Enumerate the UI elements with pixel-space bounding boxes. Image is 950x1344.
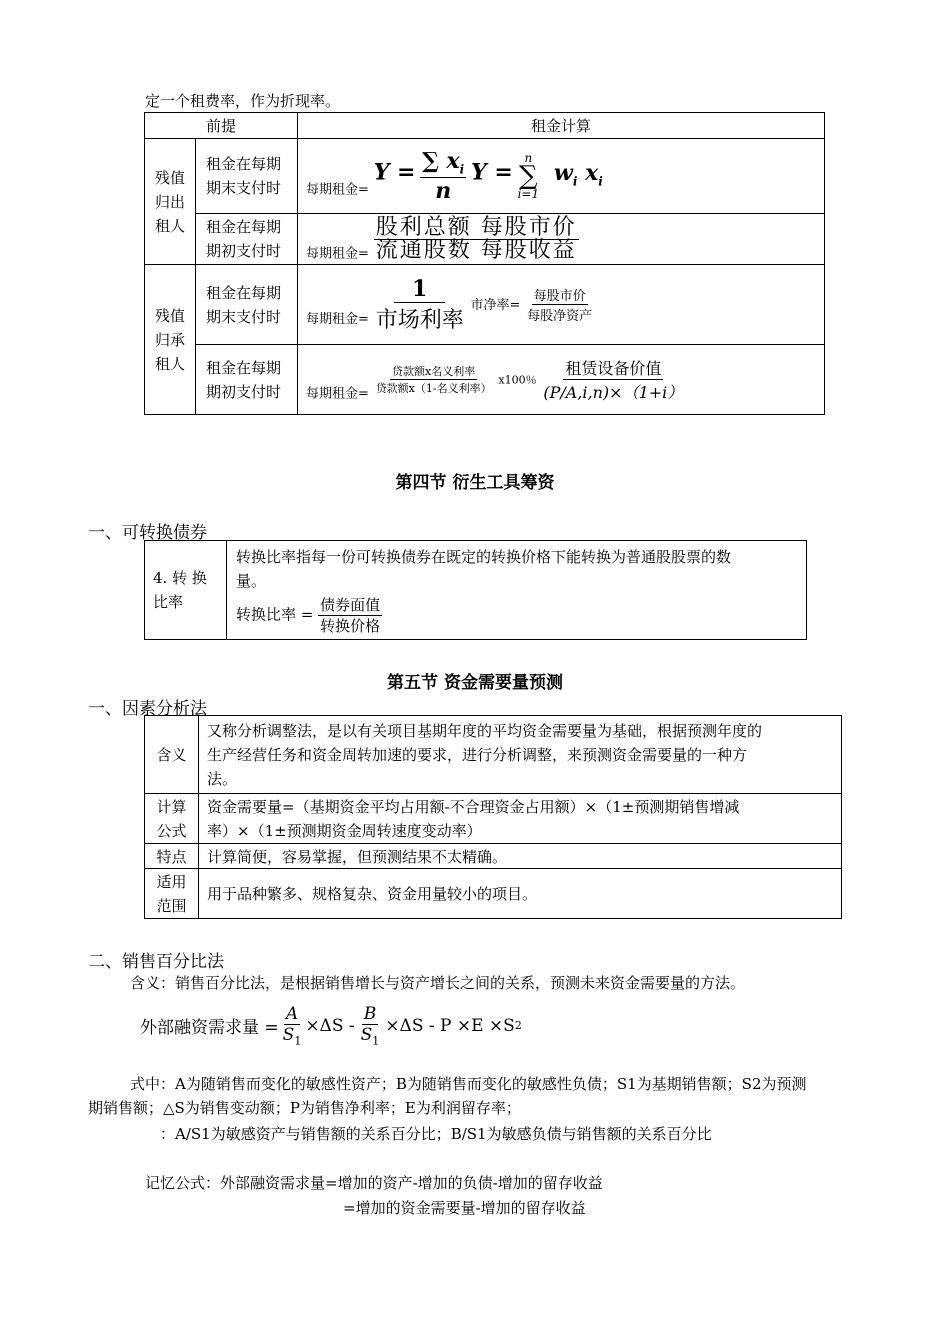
factor-analysis-table (144, 715, 842, 919)
dividend-fraction: $\frac{\text{股利总额 每股市价}}{\text{流通股数 每股收益}}$ (375, 214, 577, 263)
formula-cell-1: 每期租金= Y = $\frac{\sum x_i}{n}$ Y = n ∑ i=1 $w_i$ $x_i$ (298, 139, 825, 214)
sum-over-n-fraction: $\frac{\sum x_i}{n}$ (422, 148, 465, 204)
summation-symbol: n ∑ i=1 (517, 150, 540, 201)
row-value-meaning: 又称分析调整法，是以有关项目基期年度的平均资金需要量为基础，根据预测年度的 生产经营任务和资金周转加速的要求，进行分析调整，来预测资金需要量的一种方 法。 (199, 716, 842, 794)
formula-cell-2: 每期租金= $\frac{\text{股利总额 每股市价}}{\text{流通股数 每股收益}}$ (298, 214, 825, 265)
memo-line-1: 记忆公式：外部融资需求量=增加的资产-增加的负债-增加的留存收益 (145, 1174, 603, 1192)
memo-line-2: =增加的资金需要量-增加的留存收益 (343, 1199, 586, 1217)
col-header-premise: 前提 (145, 113, 298, 139)
formula-cell-3: 每期租金= $\frac{1}{\text{市场利率}}$ 市净率= $\frac{\text{每股市价}}{\text{每股净资产}}$ (298, 265, 825, 345)
group-residual-lessee: 残值 归承 租人 (145, 265, 196, 415)
sales-pct-meaning: 含义：销售百分比法，是根据销售增长与资产增长之间的关系，预测未来资金需要量的方法。 (130, 974, 746, 992)
section4-sub1: 一、可转换债券 (88, 523, 207, 543)
row-value-scope: 用于品种繁多、规格复杂、资金用量较小的项目。 (199, 869, 842, 919)
pb-ratio-fraction: $\frac{\text{每股市价}}{\text{每股净资产}}$ (525, 285, 594, 324)
explain-line-1: 式中：A为随销售而变化的敏感性资产；B为随销售而变化的敏感性负债；S1为基期销售额；S2为预测 (130, 1075, 807, 1093)
section5-sub2: 二、销售百分比法 (88, 952, 224, 972)
conversion-ratio-table (144, 540, 807, 640)
cond-start-of-period: 租金在每期 期初支付时 (196, 214, 298, 265)
section5-sub1: 一、因素分析法 (88, 699, 207, 719)
loan-rate-fraction: $\frac{\text{贷款额x名义利率}}{\text{贷款额x（1-名义利率）}}$ (375, 365, 492, 395)
explain-line-2: 期销售额；△S为销售变动额；P为销售净利率；E为利润留存率； (88, 1099, 521, 1117)
col-header-rent-calc: 租金计算 (298, 113, 825, 139)
formula-cell-4: 每期租金= $\frac{\text{贷款额x名义利率}}{\text{贷款额x（1-名义利率）}}$ x100％ $\frac{\text{租赁设备价值}}{(P/A,i,n)\times(1+i)}$ (298, 345, 825, 415)
market-rate-fraction: $\frac{1}{\text{市场利率}}$ (375, 275, 464, 333)
section5-title: 第五节 资金需要量预测 (387, 673, 563, 693)
group-residual-lessor: 残值 归出 租人 (145, 139, 196, 265)
row-key-meaning: 含义 (145, 716, 199, 794)
conv-content: 转换比率指每一份可转换债券在既定的转换价格下能转换为普通股股票的数 量。 转换比率 = $\frac{\text{债券面值}}{\text{转换价格}}$ (227, 541, 807, 640)
cond-start-of-period-2: 租金在每期 期初支付时 (196, 345, 298, 415)
row-value-formula: 资金需要量=（基期资金平均占用额-不合理资金占用额）×（1±预测期销售增减 率）×（1±预测期资金周转速度变动率） (199, 794, 842, 844)
a-over-s1-fraction: $\frac{A}{S_1}$ (282, 1004, 302, 1048)
b-over-s1-fraction: $\frac{B}{S_1}$ (360, 1004, 380, 1048)
cond-end-of-period: 租金在每期 期末支付时 (196, 139, 298, 214)
equipment-value-fraction: $\frac{\text{租赁设备价值}}{(P/A,i,n)\times(1+i)}$ (541, 356, 685, 403)
row-key-scope: 适用 范围 (145, 869, 199, 919)
conversion-fraction: $\frac{\text{债券面值}}{\text{转换价格}}$ (320, 595, 381, 635)
row-value-feature: 计算简便，容易掌握，但预测结果不太精确。 (199, 844, 842, 869)
cond-end-of-period-2: 租金在每期 期末支付时 (196, 265, 298, 345)
intro-text: 定一个租费率，作为折现率。 (145, 92, 341, 110)
row-key-feature: 特点 (145, 844, 199, 869)
explain-line-3: ：A/S1为敏感资产与销售额的关系百分比；B/S1为敏感负债与销售额的关系百分比 (160, 1125, 712, 1143)
external-financing-formula: 外部融资需求量 = $\frac{A}{S_1}$ ×ΔS - $\frac{B}{S_1}$ ×ΔS - P ×E ×S 2 (140, 1004, 522, 1048)
lease-rent-table (144, 112, 825, 415)
conv-label: 4. 转 换 比率 (145, 541, 227, 640)
row-key-formula: 计算 公式 (145, 794, 199, 844)
section4-title: 第四节 衍生工具筹资 (395, 473, 555, 493)
